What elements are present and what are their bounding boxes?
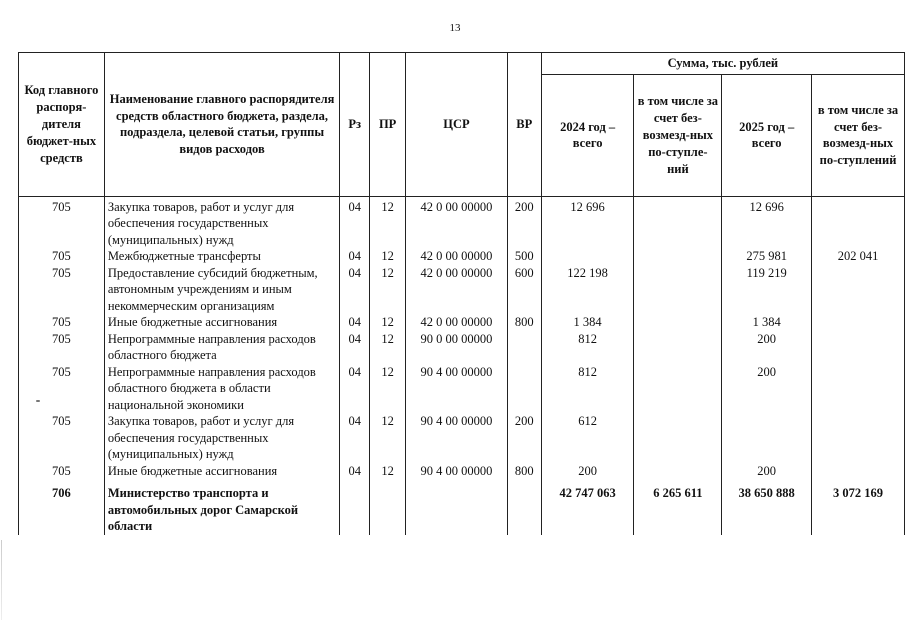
cell-2024-grants [634, 413, 722, 463]
cell-code: 705 [19, 413, 105, 463]
cell-code: 705 [19, 196, 105, 248]
total-2025-grants: 3 072 169 [812, 479, 905, 535]
header-2025-grants: в том числе за счет без-возмезд-ных по-ступлений [812, 74, 905, 196]
cell-pr: 12 [370, 314, 406, 331]
cell-vr: 800 [507, 314, 541, 331]
cell-2025-total: 200 [722, 331, 812, 364]
cell-pr: 12 [370, 248, 406, 265]
cell-2024-grants [634, 196, 722, 248]
cell-2025-grants [812, 331, 905, 364]
cell-2024-grants [634, 248, 722, 265]
cell-rz: 04 [340, 196, 370, 248]
table-row [19, 364, 905, 414]
cell-name: Непрограммные направления расходов областного бюджета в области национальной экономики [104, 364, 339, 414]
header-rz: Рз [340, 53, 370, 197]
cell-rz: 04 [340, 463, 370, 480]
cell-csr: 42 0 00 00000 [406, 196, 508, 248]
header-sum-group: Сумма, тыс. рублей [541, 53, 904, 75]
cell-pr: 12 [370, 331, 406, 364]
cell-2025-total: 275 981 [722, 248, 812, 265]
cell-rz: 04 [340, 248, 370, 265]
total-code: 706 [19, 479, 105, 535]
cell-2025-total: 200 [722, 364, 812, 414]
total-row [19, 479, 905, 535]
cell-name: Иные бюджетные ассигнования [104, 463, 339, 480]
cell-2025-total: 200 [722, 463, 812, 480]
cell-name: Иные бюджетные ассигнования [104, 314, 339, 331]
table-row [19, 463, 905, 480]
cell-2025-total [722, 413, 812, 463]
cell-rz: 04 [340, 364, 370, 414]
total-name: Министерство транспорта и автомобильных дорог Самарской области [104, 479, 339, 535]
cell-2024-grants [634, 331, 722, 364]
cell-2024-total: 612 [541, 413, 634, 463]
header-2024-grants: в том числе за счет без-возмезд-ных по-ступле-ний [634, 74, 722, 196]
cell-pr: 12 [370, 196, 406, 248]
cell-pr: 12 [370, 265, 406, 315]
cell-rz: 04 [340, 265, 370, 315]
table-row [19, 314, 905, 331]
cell-2025-total: 119 219 [722, 265, 812, 315]
total-2025-total: 38 650 888 [722, 479, 812, 535]
header-name: Наименование главного распорядителя средств областного бюджета, раздела, подраздела, целевой статьи, группы видов расходов [104, 53, 339, 197]
cell-2024-total: 1 384 [541, 314, 634, 331]
cell-vr [507, 331, 541, 364]
total-2024-grants: 6 265 611 [634, 479, 722, 535]
header-code: Код главного распоря-дителя бюджет-ных средств [19, 53, 105, 197]
cell-pr: 12 [370, 413, 406, 463]
cell-2025-grants [812, 413, 905, 463]
cell-2024-total: 200 [541, 463, 634, 480]
cell-code: 705 [19, 248, 105, 265]
cell-2025-grants [812, 314, 905, 331]
table-row [19, 331, 905, 364]
cell-csr: 90 4 00 00000 [406, 364, 508, 414]
cell-code: 705 [19, 463, 105, 480]
cell-pr: 12 [370, 364, 406, 414]
table-row [19, 196, 905, 248]
cell-2024-grants [634, 364, 722, 414]
total-csr [406, 479, 508, 535]
cell-2024-total: 122 198 [541, 265, 634, 315]
cell-name: Закупка товаров, работ и услуг для обеспечения государственных (муниципальных) нужд [104, 196, 339, 248]
cell-csr: 42 0 00 00000 [406, 314, 508, 331]
cell-2025-grants [812, 196, 905, 248]
cell-pr: 12 [370, 463, 406, 480]
total-2024-total: 42 747 063 [541, 479, 634, 535]
cell-code: 705 [19, 265, 105, 315]
cell-2024-grants [634, 265, 722, 315]
header-vr: ВР [507, 53, 541, 197]
cell-name: Непрограммные направления расходов областного бюджета [104, 331, 339, 364]
cell-vr: 200 [507, 196, 541, 248]
cell-2024-total [541, 248, 634, 265]
total-rz [340, 479, 370, 535]
table-row [19, 265, 905, 315]
budget-table [18, 52, 905, 535]
cell-2024-total: 12 696 [541, 196, 634, 248]
cell-vr: 800 [507, 463, 541, 480]
cell-rz: 04 [340, 331, 370, 364]
cell-2024-total: 812 [541, 364, 634, 414]
cell-rz: 04 [340, 314, 370, 331]
cell-2025-grants [812, 463, 905, 480]
cell-vr: 200 [507, 413, 541, 463]
cell-csr: 90 4 00 00000 [406, 463, 508, 480]
cell-code: 705 [19, 331, 105, 364]
total-pr [370, 479, 406, 535]
cell-2024-grants [634, 463, 722, 480]
cell-2025-total: 1 384 [722, 314, 812, 331]
cell-2025-grants: 202 041 [812, 248, 905, 265]
total-vr [507, 479, 541, 535]
cell-csr: 42 0 00 00000 [406, 265, 508, 315]
table-row [19, 413, 905, 463]
cell-vr: 600 [507, 265, 541, 315]
cell-name: Межбюджетные трансферты [104, 248, 339, 265]
cell-rz: 04 [340, 413, 370, 463]
header-pr: ПР [370, 53, 406, 197]
cell-2025-grants [812, 364, 905, 414]
table-row [19, 248, 905, 265]
scan-edge [1, 540, 2, 620]
cell-csr: 42 0 00 00000 [406, 248, 508, 265]
page-number: 13 [449, 22, 461, 34]
cell-vr: 500 [507, 248, 541, 265]
cell-code: 705 [19, 314, 105, 331]
cell-csr: 90 4 00 00000 [406, 413, 508, 463]
cell-csr: 90 0 00 00000 [406, 331, 508, 364]
cell-2025-total: 12 696 [722, 196, 812, 248]
header-2024-total: 2024 год – всего [541, 74, 634, 196]
cell-name: Предоставление субсидий бюджетным, автономным учреждениям и иным некоммерческим организациям [104, 265, 339, 315]
header-csr: ЦСР [406, 53, 508, 197]
scan-smudge [36, 400, 40, 402]
cell-2024-grants [634, 314, 722, 331]
cell-name: Закупка товаров, работ и услуг для обеспечения государственных (муниципальных) нужд [104, 413, 339, 463]
cell-2025-grants [812, 265, 905, 315]
cell-2024-total: 812 [541, 331, 634, 364]
cell-code: 705 [19, 364, 105, 414]
header-2025-total: 2025 год – всего [722, 74, 812, 196]
cell-vr [507, 364, 541, 414]
